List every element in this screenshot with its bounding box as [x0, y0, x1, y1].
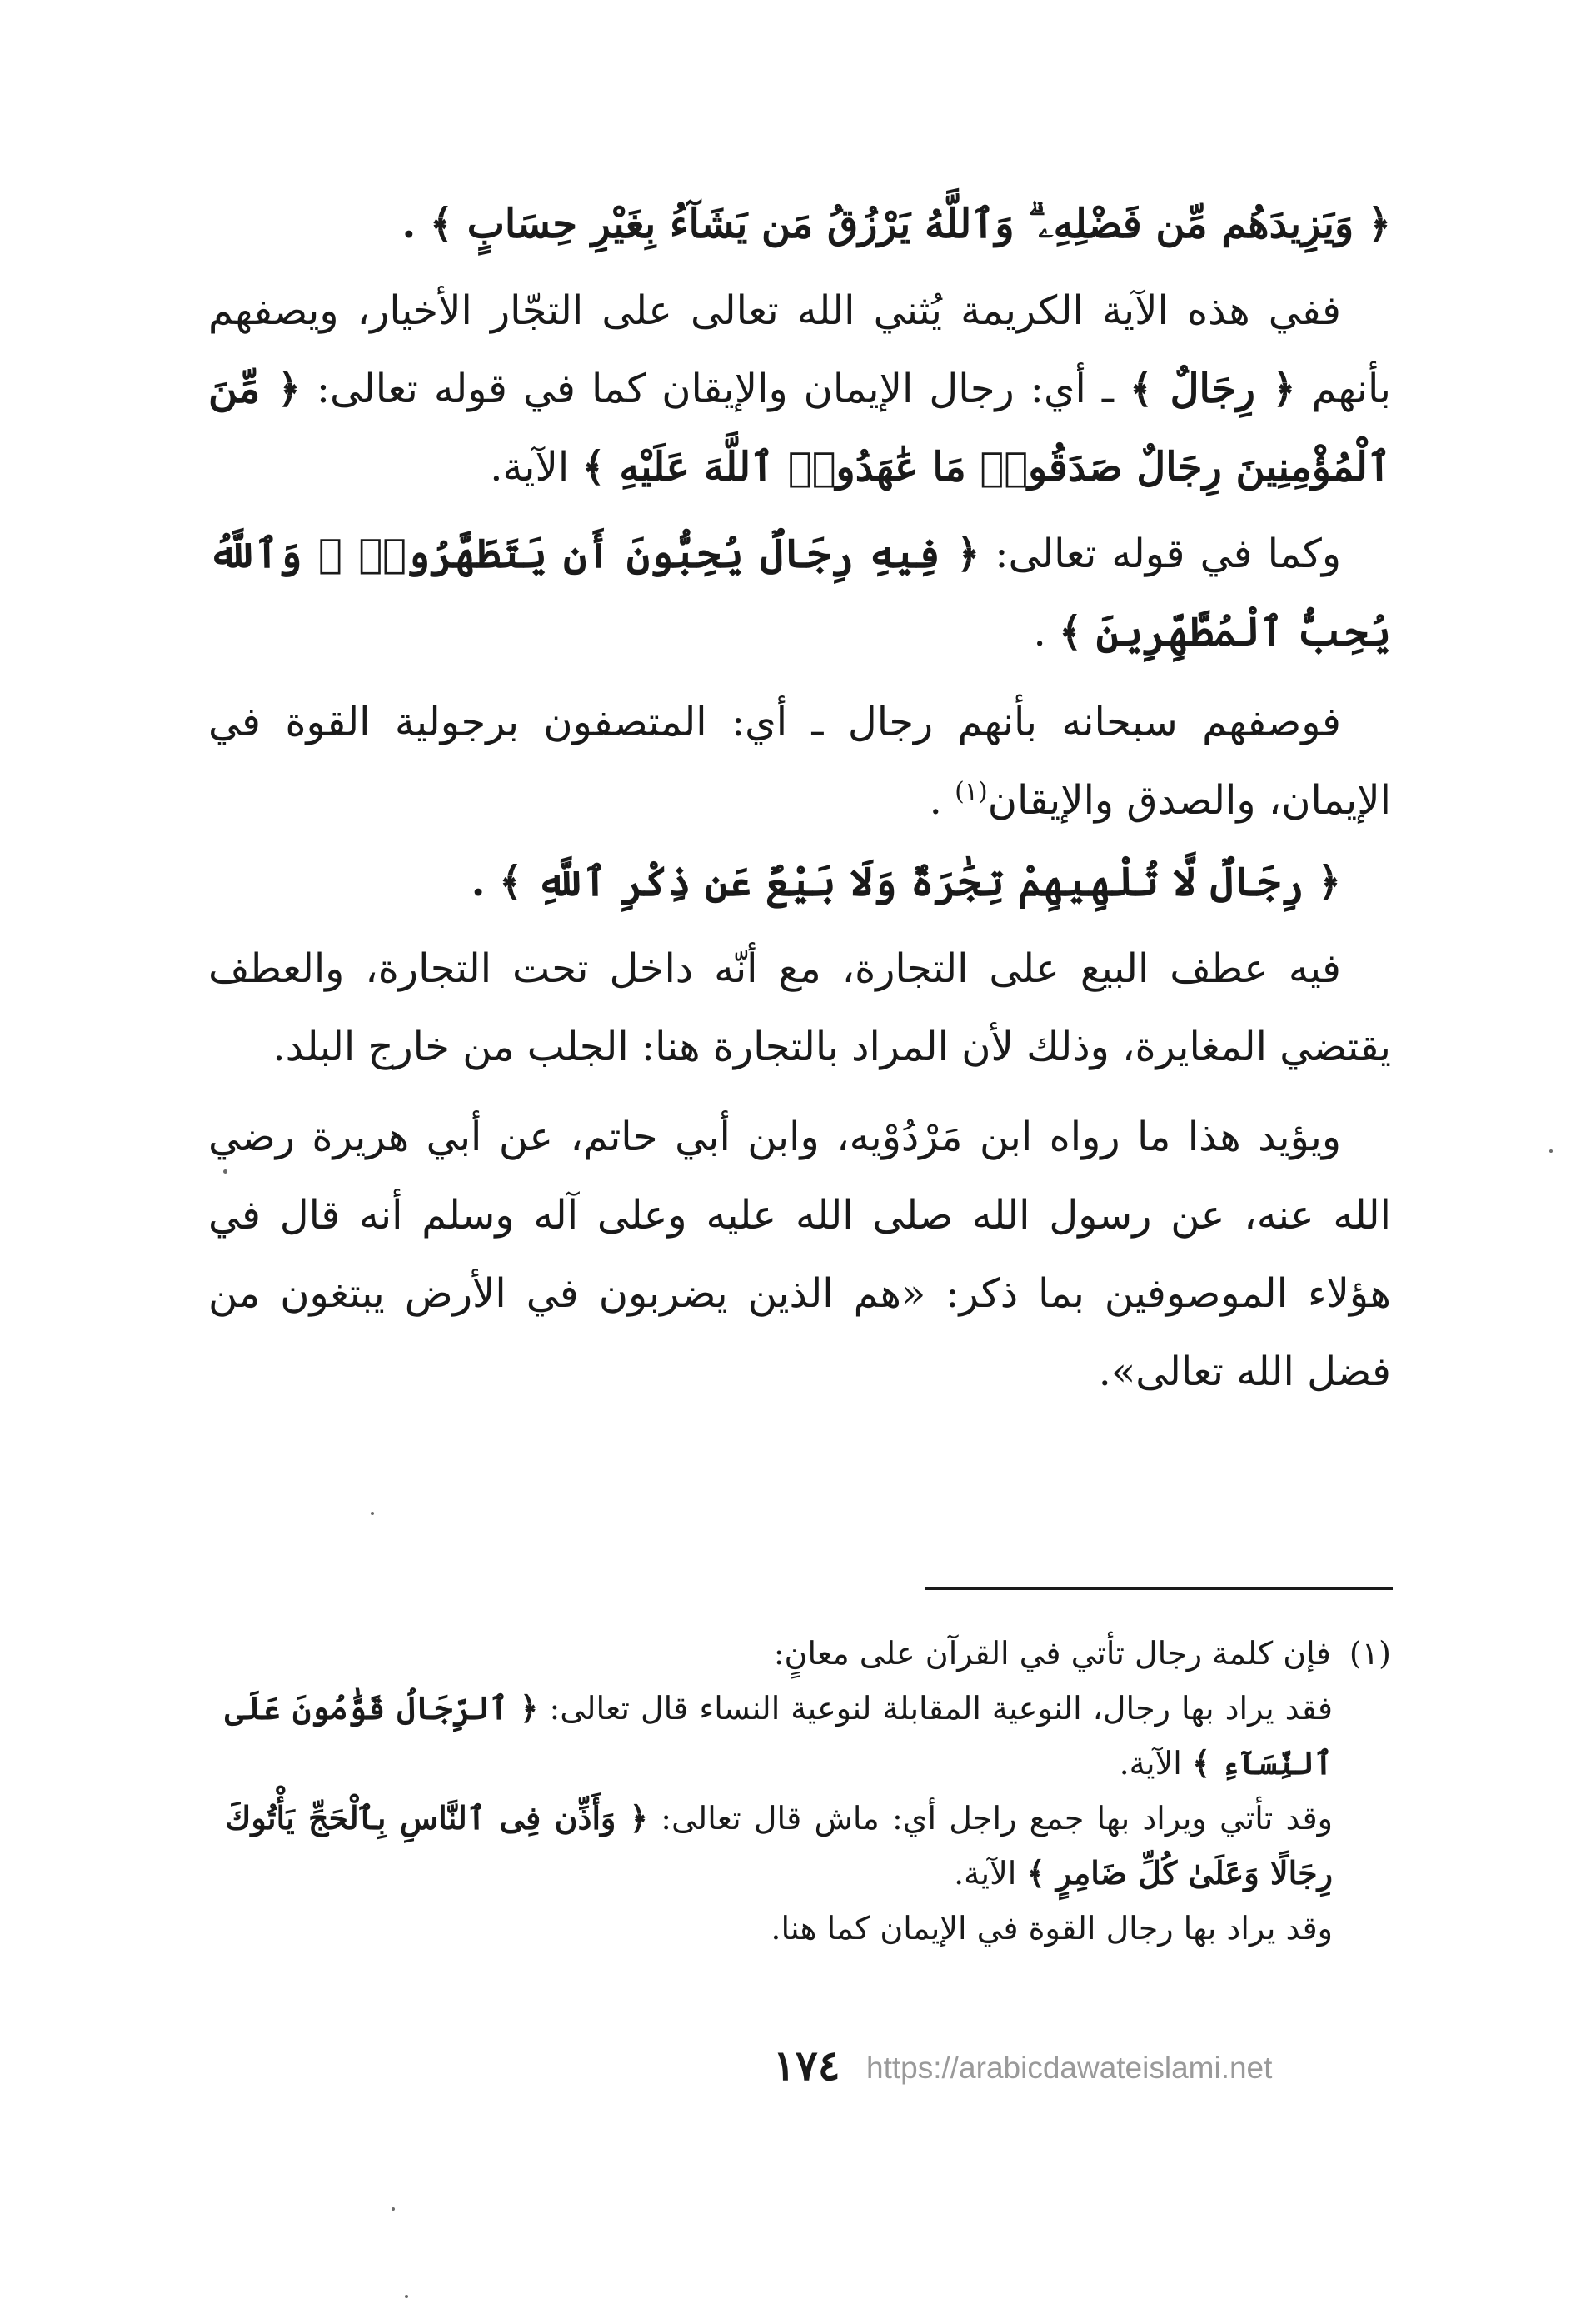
footnote-item-3: وقد يراد بها رجال القوة في الإيمان كما هنا.	[771, 1910, 1333, 1947]
verse-mid: ﴿ رِجَالٌ لَّا تُلْهِيهِمْ تِجَٰرَةٌ وَلَا بَيْعٌ عَن ذِكْرِ ٱللَّهِ ﴾ .	[471, 859, 1341, 905]
footnote-item-2-lead: وقد تأتي ويراد بها جمع راجل أي: ماش قال تعالى:	[648, 1800, 1333, 1837]
verse-top: ﴿ وَيَزِيدَهُم مِّن فَضْلِهِۦ ۗ وَٱللَّهُ يَرْزُقُ مَن يَشَآءُ بِغَيْرِ حِسَابٍ ﴾ .	[401, 201, 1391, 247]
footnote-separator	[925, 1587, 1393, 1590]
scan-speck	[223, 1169, 227, 1174]
scan-speck	[392, 2207, 395, 2211]
paragraph-3-tail: .	[929, 777, 955, 824]
footnote-item-2	[225, 1791, 1391, 1901]
paragraph-2-tail: .	[1033, 609, 1059, 656]
paragraph-1-tail: الآية.	[490, 444, 582, 491]
footnote-item-2-tail: الآية.	[954, 1855, 1027, 1892]
quran-quote-rijal: ﴿ رِجَالٌ ﴾	[1129, 366, 1296, 412]
scan-speck	[371, 1512, 374, 1515]
footnote-number: (١)	[1349, 1635, 1391, 1672]
paragraph-1-mid: ـ أي: رجال الإيمان والإيقان كما في قوله تعالى:	[300, 366, 1130, 412]
scan-speck	[405, 2295, 408, 2298]
watermark: https://arabicdawateislami.net	[866, 2051, 1273, 2085]
footnote-quran-quote-2: ﴿ وَأَذِّن فِى ٱلنَّاسِ بِٱلْحَجِّ يَأْتُوكَ رِجَالًا وَعَلَىٰ كُلِّ ضَامِرٍ ﴾	[225, 1799, 1333, 1892]
paragraph-5: ويؤيد هذا ما رواه ابن مَرْدُوْيه، وابن أبي حاتم، عن أبي هريرة رضي الله عنه، عن رسول الله صلى الله عليه وعلى آله وسلم أنه قال في هؤلاء الموصوفين بما ذكر: «هم الذين يضربون في الأرض يبتغون من فضل الله تعالى».	[208, 1114, 1391, 1395]
footnote-item-1-tail: الآية.	[1119, 1745, 1192, 1782]
paragraph-2-lead: وكما في قوله تعالى:	[980, 531, 1342, 577]
paragraph-3-text: فوصفهم سبحانه بأنهم رجال ـ أي: المتصفون برجولية القوة في الإيمان، والصدق والإيقان	[208, 699, 1391, 824]
footnote-quran-quote-1: ﴿ ٱلرِّجَالُ قَوَّٰمُونَ عَلَى ٱلنِّسَآءِ ﴾	[225, 1689, 1333, 1782]
footnote-reference: (١)	[955, 777, 988, 806]
page-number: ١٧٤	[773, 2041, 840, 2090]
paragraph-3	[208, 683, 1391, 840]
paragraph-1	[208, 272, 1391, 506]
footnotes	[225, 1626, 1391, 1956]
footnote-item-1	[225, 1681, 1391, 1791]
footnote-intro-line	[225, 1626, 1391, 1681]
scan-speck	[1549, 1149, 1553, 1153]
quran-quote-purify: ﴿ فِيهِ رِجَالٌ يُحِبُّونَ أَن يَتَطَهَّرُوا۟ ۚ وَٱللَّهُ يُحِبُّ ٱلْمُطَّهِّرِينَ ﴾	[208, 531, 1391, 656]
quran-quote-believers: ﴿ مِّنَ ٱلْمُؤْمِنِينَ رِجَالٌ صَدَقُوا۟ مَا عَٰهَدُوا۟ ٱللَّهَ عَلَيْهِ ﴾	[208, 366, 1391, 491]
paragraph-1-lead: ففي هذه الآية الكريمة يُثني الله تعالى على التجّار الأخيار، ويصفهم بأنهم	[208, 287, 1392, 412]
paragraph-2	[208, 515, 1391, 671]
footnote-intro: فإن كلمة رجال تأتي في القرآن على معانٍ:	[773, 1635, 1331, 1672]
main-text	[208, 185, 1391, 1411]
footnote-item-1-lead: فقد يراد بها رجال، النوعية المقابلة لنوعية النساء قال تعالى:	[538, 1690, 1333, 1727]
paragraph-4: فيه عطف البيع على التجارة، مع أنّه داخل تحت التجارة، والعطف يقتضي المغايرة، وذلك لأن المراد بالتجارة هنا: الجلب من خارج البلد.	[208, 945, 1391, 1070]
